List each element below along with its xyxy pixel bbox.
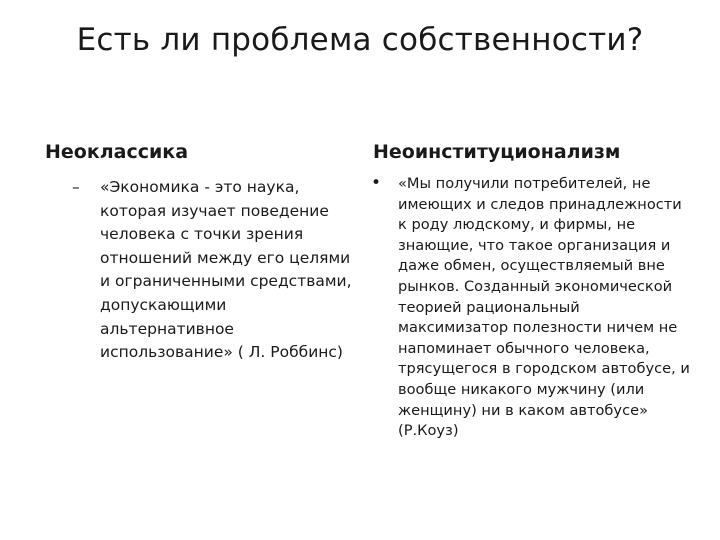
slide-title: Есть ли проблема собственности? [76, 22, 644, 58]
dash-bullet: – [72, 178, 80, 196]
left-column-quote: «Экономика - это наука, которая изучает поведение человека с точки зрения отношений между его целями и ограниченными средствами, допускающими альтернативное использование» ( Л. Роббинс) [100, 178, 352, 362]
dot-bullet: • [371, 173, 382, 193]
right-column-quote: «Мы получили потребителей, не имеющих и следов принадлежности к роду людскому, и фирмы, не знающие, что такое организация и даже обмен, осуществляемый вне рынков. Созданный экономической теорией рациональный максимизатор полезности ничем не напоминает обычного человека, трясущегося в городском автобусе, и вообще никакого мужчину (или женщину) ни в каком автобусе» (Р.Коуз) [398, 175, 690, 440]
left-column-heading: Неоклассика [45, 141, 189, 163]
right-column-heading: Неоинституционализм [373, 141, 621, 163]
